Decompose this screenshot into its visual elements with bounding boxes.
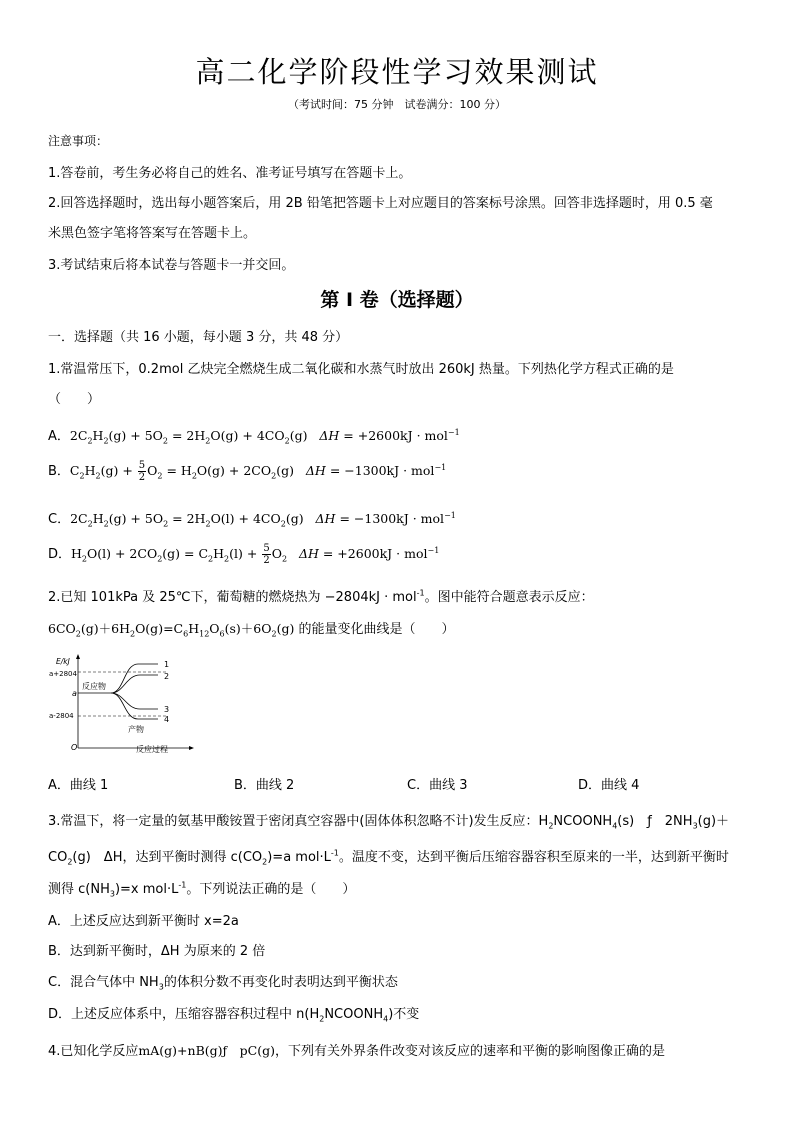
reactant-label: 反应物 <box>82 682 106 691</box>
page-title: 高二化学阶段性学习效果测试 <box>195 55 599 89</box>
q4-stem: 4.已知化学反应mA(g)+nB(g)ƒ pC(g)，下列有关外界条件改变对该反应的速率和平衡的影响图像正确的是 <box>48 1043 665 1059</box>
q1-blank: （ ） <box>48 392 101 407</box>
q2-stem: 2.已知 101kPa 及 25℃下，葡萄糖的燃烧热为 −2804kJ · mol$^{-1}$。图中能符合题意表示反应： <box>48 588 594 605</box>
notes-heading: 注意事项： <box>48 134 109 148</box>
q1-option-d[interactable]: D．$H_2O(l) + 2CO_2(g) = C_2H_2(l)$ + $\frac{5}{2}$ $O_2$ ΔH = +2600kJ · mol$^{-1}$ <box>48 543 440 566</box>
q3-stem-line1: 3.常温下，将一定量的氨基甲酸铵置于密闭真空容器中(固体体积忽略不计)发生反应：$H_2NCOONH_4(s)$ ƒ $2NH_3(g)+$ <box>48 814 730 831</box>
q3-stem-line2: $CO_2(g)$ ΔH，达到平衡时测得 $c(CO_2)=a$ $mol\cdot L^{-1}$。温度不变，达到平衡后压缩容器容积至原来的一半，达到新平衡时 <box>48 848 729 867</box>
q3-option-c[interactable]: C．混合气体中 $NH_3$的体积分数不再变化时表明达到平衡状态 <box>48 975 398 992</box>
q1-a-label: A． <box>48 429 70 444</box>
x-axis-label: 反应过程 <box>136 745 168 754</box>
q3-option-d[interactable]: D．上述反应体系中，压缩容器容积过程中 $n(H_2NCOONH_4)$不变 <box>48 1007 420 1024</box>
y-tick-label: a+2804 <box>49 670 77 678</box>
curve-4 <box>111 693 158 719</box>
curve-label: 4 <box>164 715 170 724</box>
note-3: 3.考试结束后将本试卷与答题卡一并交回。 <box>48 258 295 273</box>
q2-option-a[interactable]: A．曲线 1 <box>48 778 109 793</box>
note-2-cont: 米黑色签字笔将答案写在答题卡上。 <box>48 226 257 241</box>
y-tick-label: a-2804 <box>49 712 74 720</box>
note-2: 2.回答选择题时，选出每小题答案后，用 2B 铅笔把答题卡上对应题目的答案标号涂黑。回答非选择题时，用 0.5 毫 <box>48 196 713 211</box>
note-1: 1.答卷前，考生务必将自己的姓名、准考证号填写在答题卡上。 <box>48 166 412 181</box>
q3-option-a[interactable]: A．上述反应达到新平衡时 x=2a <box>48 914 239 929</box>
fraction: $\frac{5}{2}$ <box>138 460 146 483</box>
product-label: 产物 <box>128 725 144 734</box>
q1-option-c[interactable]: C．$2C_2H_2(g) + 5O_2 = 2H_2O(l) + 4CO_2(g) \Delta H = -1300kJ \cdot mol^{-1}$ <box>48 510 456 529</box>
part-heading: 一．选择题（共 16 小题，每小题 3 分，共 48 分） <box>48 330 349 345</box>
section-title: 第 I 卷（选择题） <box>320 289 474 311</box>
q1-stem: 1.常温常压下，0.2mol 乙炔完全燃烧生成二氧化碳和水蒸气时放出 260kJ 热量。下列热化学方程式正确的是 <box>48 362 674 377</box>
exam-subtitle: （考试时间：75 分钟 试卷满分：100 分） <box>288 98 506 111</box>
curve-1 <box>111 664 158 693</box>
q1-option-b[interactable]: B．$C_2H_2(g)$ + $\frac{5}{2}$ $O_2 = H_2O(g) + 2CO_2(g) \Delta H = -1300kJ \cdot mol^{-1}$ <box>48 460 447 483</box>
q2-option-d[interactable]: D．曲线 4 <box>578 778 640 793</box>
q1-b-label: B． <box>48 464 70 479</box>
origin-label: O <box>71 743 78 752</box>
q1-option-a[interactable]: A．$2C_2H_2(g) + 5O_2 = 2H_2O(g) + 4CO_2(g) \Delta H = +2600kJ \cdot mol^{-1}$ <box>48 427 460 446</box>
q1-d-label: D． <box>48 547 72 562</box>
q3-stem-line3: 测得 $c(NH_3)=x$ $mol\cdot L^{-1}$。下列说法正确的是（ ） <box>48 880 356 899</box>
energy-diagram <box>46 652 196 756</box>
fraction: $\frac{5}{2}$ <box>263 543 270 566</box>
curve-label: 2 <box>164 672 170 681</box>
q2-option-c[interactable]: C．曲线 3 <box>407 778 468 793</box>
curve-label: 1 <box>164 660 170 669</box>
curve-label: 3 <box>164 705 170 714</box>
curve-2 <box>111 675 158 693</box>
q3-option-b[interactable]: B．达到新平衡时，ΔH 为原来的 2 倍 <box>48 944 266 959</box>
y-axis-label: E/kJ <box>56 657 70 666</box>
curve-3 <box>111 693 158 709</box>
q2-equation: $6CO_2(g)+6H_2O(g)=C_6H_{12}O_6(s)+6O_2(g)$ 的能量变化曲线是（ ） <box>48 621 455 639</box>
q1-c-label: C． <box>48 512 71 527</box>
y-tick-label: a <box>72 689 77 698</box>
q2-option-b[interactable]: B．曲线 2 <box>234 778 295 793</box>
